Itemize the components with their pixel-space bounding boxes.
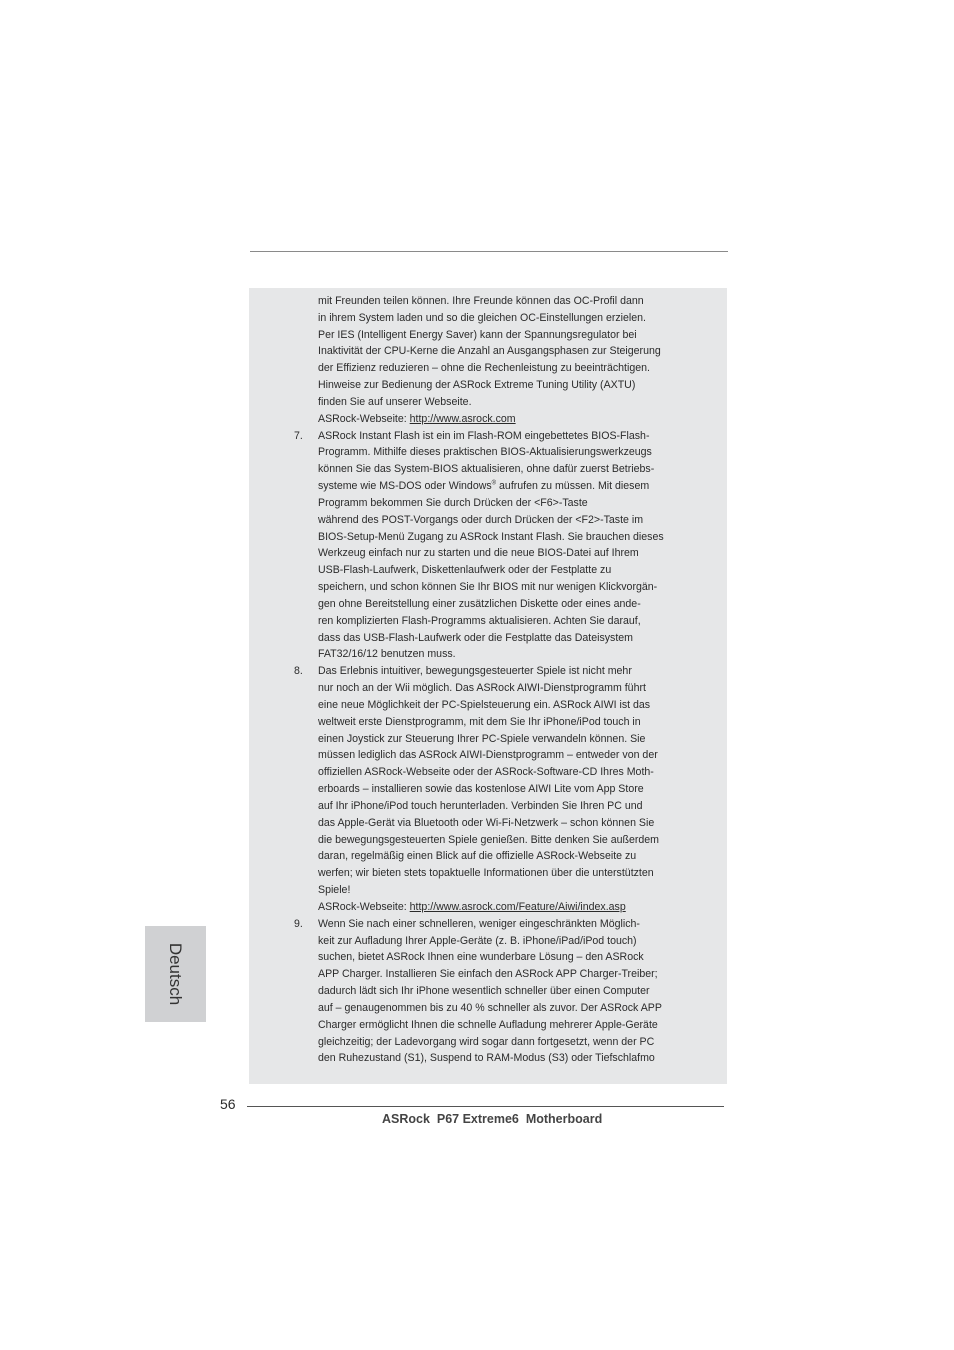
top-divider <box>250 251 728 252</box>
page-number: 56 <box>220 1096 236 1112</box>
website-label: ASRock-Webseite: <box>318 412 410 425</box>
footer-title: ASRock P67 Extreme6 Motherboard <box>382 1112 603 1126</box>
paragraph-line: speichern, und schon können Sie Ihr BIOS mit nur wenigen Klickvorgän- <box>318 581 658 594</box>
paragraph-line: APP Charger. Installieren Sie einfach den ASRock APP Charger-Treiber; <box>318 968 658 981</box>
website-line <box>318 413 516 426</box>
paragraph-line: Hinweise zur Bedienung der ASRock Extreme Tuning Utility (AXTU) <box>318 379 636 392</box>
paragraph-line: gleichzeitig; der Ladevorgang wird sogar dann fortgesetzt, wenn der PC <box>318 1035 655 1048</box>
paragraph-line: der Effizienz reduzieren – ohne die Rechenleistung zu beeinträchtigen. <box>318 362 650 375</box>
footer-divider <box>247 1106 724 1107</box>
paragraph-line: Wenn Sie nach einer schnelleren, weniger eingeschränkten Möglich- <box>318 917 640 930</box>
paragraph-line: auf Ihr iPhone/iPod touch herunterladen. Verbinden Sie Ihren PC und <box>318 799 643 812</box>
paragraph-line: das Apple-Gerät via Bluetooth oder Wi-Fi-Netzwerk – schon können Sie <box>318 816 655 829</box>
paragraph-line: FAT32/16/12 benutzen muss. <box>318 648 456 661</box>
list-item-number: 7. <box>294 429 303 442</box>
paragraph-line: Werkzeug einfach nur zu starten und die neue BIOS-Datei auf Ihrem <box>318 547 639 560</box>
text-fragment: aufrufen zu müssen. Mit diesem <box>496 480 650 493</box>
paragraph-line: keit zur Aufladung Ihrer Apple-Geräte (z. B. iPhone/iPad/iPod touch) <box>318 934 637 947</box>
paragraph-line: daran, regelmäßig einen Blick auf die offizielle ASRock-Webseite zu <box>318 850 637 863</box>
language-tab <box>145 926 206 1022</box>
website-label: ASRock-Webseite: <box>318 900 410 913</box>
paragraph-line: Programm. Mithilfe dieses praktischen BIOS-Aktualisierungswerkzeugs <box>318 446 652 459</box>
paragraph-line: finden Sie auf unserer Webseite. <box>318 395 472 408</box>
paragraph-line: können Sie das System-BIOS aktualisieren, ohne dafür zuerst Betriebs- <box>318 463 655 476</box>
paragraph-line: Charger ermöglicht Ihnen die schnelle Aufladung mehrerer Apple-Geräte <box>318 1018 658 1031</box>
paragraph-line: einen Joystick zur Steuerung Ihrer PC-Spiele verwandeln können. Sie <box>318 732 646 745</box>
list-item-number: 9. <box>294 917 303 930</box>
paragraph-line: den Ruhezustand (S1), Suspend to RAM-Modus (S3) oder Tiefschlafmo <box>318 1052 655 1065</box>
paragraph-line: auf – genaugenommen bis zu 40 % schneller als zuvor. Der ASRock APP <box>318 1001 662 1014</box>
paragraph-line: dadurch lädt sich Ihr iPhone wesentlich schneller über einen Computer <box>318 985 650 998</box>
paragraph-line: werfen; wir bieten stets topaktuelle Informationen über die unterstützten <box>318 867 654 880</box>
paragraph-line: weltweit erste Dienstprogramm, mit dem Sie Ihr iPhone/iPod touch in <box>318 715 641 728</box>
paragraph-line: Inaktivität der CPU-Kerne die Anzahl an Ausgangsphasen zur Steigerung <box>318 345 661 358</box>
registered-mark: ® <box>491 480 497 487</box>
paragraph-line: suchen, bietet ASRock Ihnen eine wunderbare Lösung – den ASRock <box>318 951 644 964</box>
paragraph-line: USB-Flash-Laufwerk, Diskettenlaufwerk oder der Festplatte zu <box>318 564 612 577</box>
paragraph-line: Spiele! <box>318 884 351 897</box>
paragraph-line: müssen lediglich das ASRock AIWI-Dienstprogramm – entweder von der <box>318 749 658 762</box>
website-line <box>318 901 626 914</box>
paragraph-line: nur noch an der Wii möglich. Das ASRock AIWI-Dienstprogramm führt <box>318 682 646 695</box>
paragraph-line <box>318 480 649 493</box>
paragraph-line: gen ohne Bereitstellung einer zusätzlichen Diskette oder eines ande- <box>318 597 641 610</box>
paragraph-line: ASRock Instant Flash ist ein im Flash-ROM eingebettetes BIOS-Flash- <box>318 429 650 442</box>
website-link[interactable]: http://www.asrock.com/Feature/Aiwi/index.asp <box>409 900 626 913</box>
paragraph-line: ren komplizierten Flash-Programms aktualisieren. Achten Sie darauf, <box>318 614 641 627</box>
list-item-number: 8. <box>294 665 303 678</box>
paragraph-line: Das Erlebnis intuitiver, bewegungsgesteuerter Spiele ist nicht mehr <box>318 665 632 678</box>
language-tab-label: Deutsch <box>166 942 186 1006</box>
paragraph-line: Per IES (Intelligent Energy Saver) kann der Spannungsregulator bei <box>318 328 637 341</box>
paragraph-line: Programm bekommen Sie durch Drücken der <F6>-Taste <box>318 496 588 509</box>
paragraph-line: die bewegungsgesteuerten Spiele genießen. Bitte denken Sie außerdem <box>318 833 659 846</box>
paragraph-line: offiziellen ASRock-Webseite oder der ASRock-Software-CD Ihres Moth- <box>318 766 654 779</box>
text-fragment: systeme wie MS-DOS oder Windows <box>318 480 492 493</box>
paragraph-line: dass das USB-Flash-Laufwerk oder die Festplatte das Dateisystem <box>318 631 634 644</box>
paragraph-line: mit Freunden teilen können. Ihre Freunde können das OC-Profil dann <box>318 295 644 307</box>
paragraph-line: erboards – installieren sowie das kostenlose AIWI Lite vom App Store <box>318 783 644 796</box>
paragraph-line: in ihrem System laden und so die gleichen OC-Einstellungen erzielen. <box>318 311 646 324</box>
website-link[interactable]: http://www.asrock.com <box>409 412 516 425</box>
paragraph-line: eine neue Möglichkeit der PC-Spielsteuerung ein. ASRock AIWI ist das <box>318 698 651 711</box>
paragraph-line: BIOS-Setup-Menü Zugang zu ASRock Instant Flash. Sie brauchen dieses <box>318 530 664 543</box>
paragraph-line: während des POST-Vorgangs oder durch Drücken der <F2>-Taste im <box>318 513 644 526</box>
